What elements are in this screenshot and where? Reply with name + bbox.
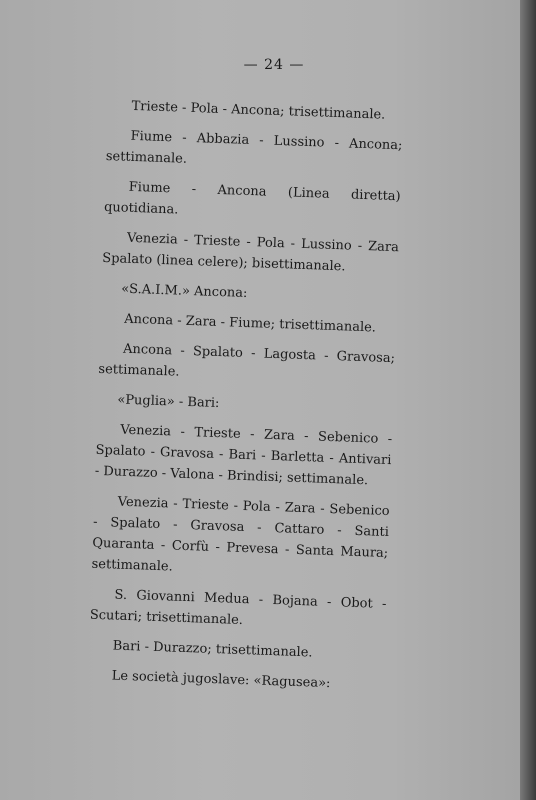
- section-heading: «Puglia» - Bari:: [117, 392, 220, 412]
- paragraph: Ancona - Spalato - Lagosta - Gravosa; settimanale.: [98, 341, 396, 380]
- section-heading: «S.A.I.M.» Ancona:: [120, 281, 248, 301]
- paragraph: S. Giovanni Medua - Bojana - Obot - Scutari; trisettimanale.: [89, 587, 387, 629]
- paragraph: Fiume - Abbazia - Lussino - Ancona; settimanale.: [105, 128, 403, 167]
- paragraph: Venezia - Trieste - Pola - Zara - Sebenico - Spalato - Gravosa - Cattaro - Santi Quaranta - Corfù - Prevesa - Santa Maura; settimanale.: [91, 494, 390, 575]
- paragraph: Le società jugoslave: «Ragusea»:: [111, 668, 331, 692]
- paragraph: Ancona - Zara - Fiume; trisettimanale.: [123, 311, 377, 336]
- paragraph: Trieste - Pola - Ancona; trisettimanale.: [131, 98, 386, 123]
- paragraph: Venezia - Trieste - Pola - Lussino - Zara Spalato (linea celere); bisettimanale.: [102, 230, 400, 275]
- page-number: — 24 —: [243, 57, 305, 73]
- paragraph: Fiume - Ancona (Linea diretta) quotidiana.: [103, 179, 401, 218]
- page-edge-shadow: [520, 0, 536, 800]
- body-text: [87, 95, 404, 705]
- paragraph: Venezia - Trieste - Zara - Sebenico - Spalato - Gravosa - Bari - Barletta - Antivari - Durazzo - Valona - Brindisi; settimanale.: [94, 422, 393, 489]
- paragraph: Bari - Durazzo; trisettimanale.: [112, 638, 313, 661]
